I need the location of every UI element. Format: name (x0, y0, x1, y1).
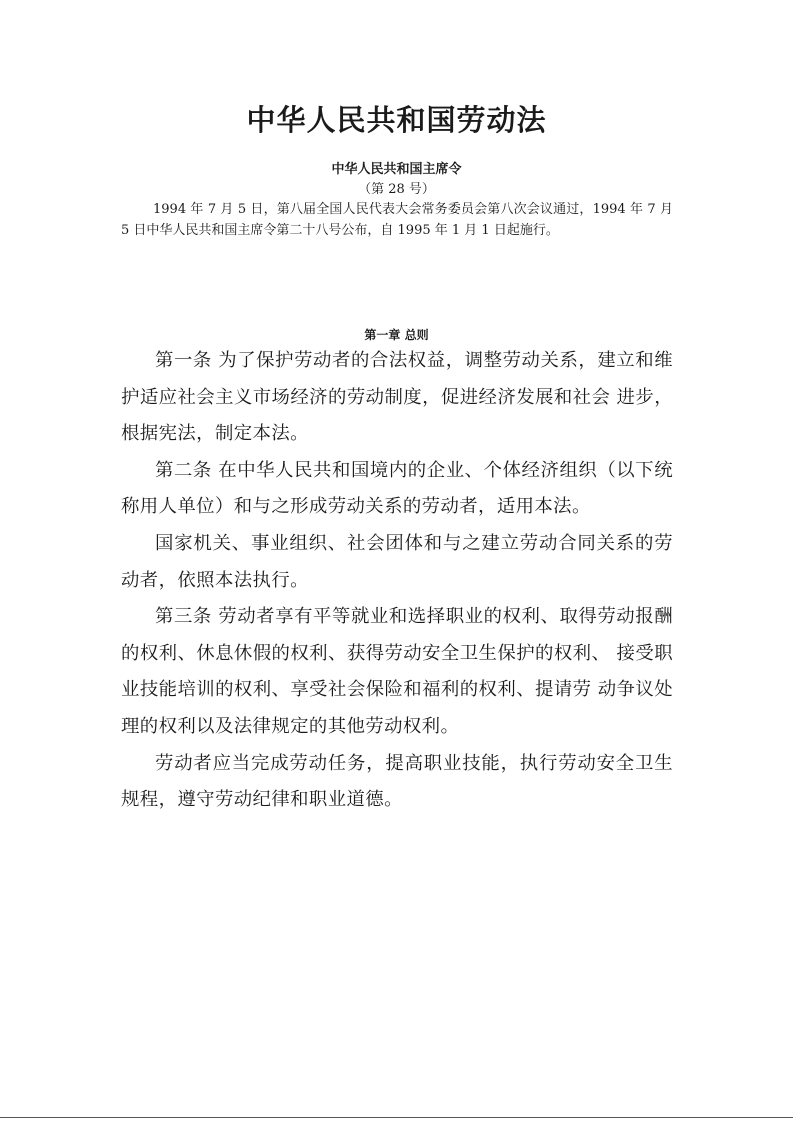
document-subtitle: 中华人民共和国主席令 (331, 162, 462, 177)
article-3-duty-paragraph: 劳动者应当完成劳动任务，提高职业技能，执行劳动安全卫生规程，遵守劳动纪律和职业道德。 (121, 752, 673, 811)
page-bottom-rule (0, 1117, 793, 1118)
article-2-paragraph: 第二条 在中华人民共和国境内的企业、个体经济组织（以下统称用人单位）和与之形成劳动关系的劳动者，适用本法。 (121, 459, 673, 518)
order-number: （第 28 号） (358, 182, 435, 197)
article-3-paragraph: 第三条 劳动者享有平等就业和选择职业的权利、取得劳动报酬的权利、休息休假的权利、获得劳动安全卫生保护的权利、 接受职业技能培训的权利、享受社会保险和福利的权利、提请劳 动争议处理的权利以及法律规定的其他劳动权利。 (121, 606, 673, 737)
document-title: 中华人民共和国劳动法 (246, 103, 547, 137)
chapter-heading: 第一章 总则 (364, 328, 429, 342)
article-2-clause-paragraph: 国家机关、事业组织、社会团体和与之建立劳动合同关系的劳动者，依照本法执行。 (121, 532, 673, 591)
article-1-paragraph: 第一条 为了保护劳动者的合法权益，调整劳动关系，建立和维护适应社会主义市场经济的劳动制度，促进经济发展和社会 进步，根据宪法，制定本法。 (121, 350, 673, 445)
preamble-paragraph: 1994 年 7 月 5 日，第八届全国人民代表大会常务委员会第八次会议通过，1994 年 7 月 5 日中华人民共和国主席令第二十八号公布，自 1995 年 1 月 1 日起施行。 (121, 202, 673, 238)
article-body (121, 343, 673, 819)
